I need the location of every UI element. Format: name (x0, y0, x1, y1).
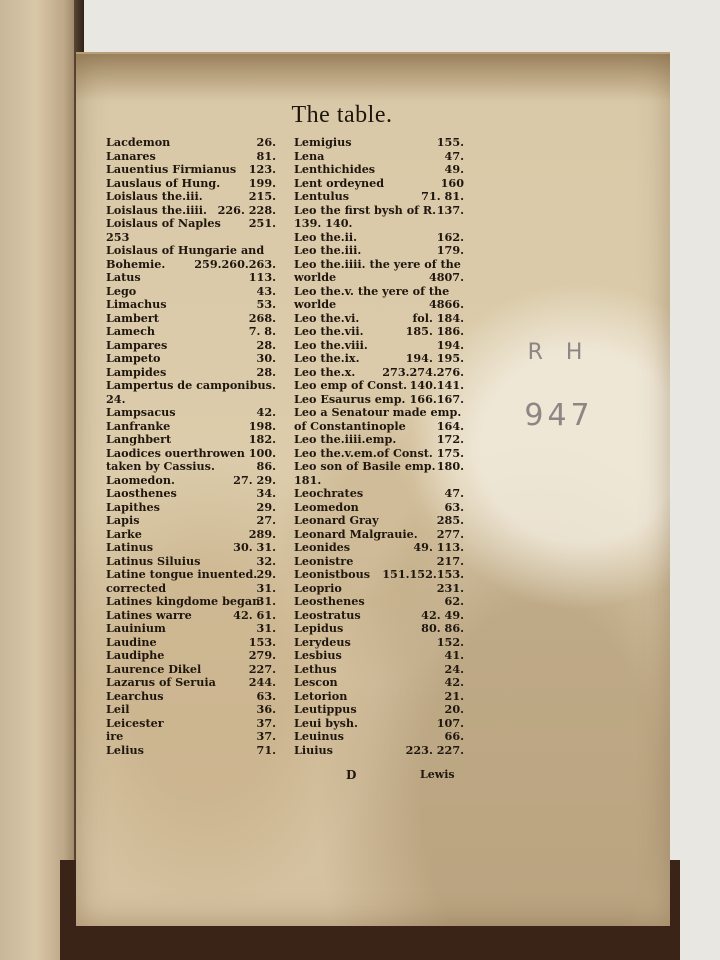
index-pages: 217. (436, 553, 464, 568)
index-pages: 4807. (428, 270, 464, 284)
index-pages: 49. (444, 162, 464, 176)
index-entry (106, 663, 276, 677)
index-entry (106, 541, 276, 555)
index-pages: 43. (256, 283, 276, 298)
index-term: Leonides (294, 540, 351, 554)
index-pages: 182. (248, 432, 276, 446)
index-pages: 31. (256, 621, 276, 635)
index-term: Lerydeus (294, 634, 351, 649)
index-pages: 28. (256, 364, 276, 379)
index-term: Langhbert (106, 432, 172, 446)
index-pages: 268. (248, 310, 276, 325)
index-entry (294, 406, 464, 420)
index-pages: 41. (444, 648, 464, 662)
index-term: taken by Cassius. (106, 459, 215, 473)
index-term: 139. 140. (294, 216, 353, 230)
index-term: Liuius (294, 742, 333, 757)
index-term: Leonistre (294, 553, 354, 568)
index-entry (294, 717, 464, 731)
index-pages: 63. (444, 499, 464, 514)
index-entry (294, 136, 464, 150)
index-term: Loislaus the.iiii. (106, 202, 207, 217)
index-entry (106, 406, 276, 420)
index-entry (294, 649, 464, 663)
index-pages: 53. (256, 297, 276, 311)
index-pages: 37. (256, 715, 276, 730)
index-term: Lelius (106, 742, 144, 757)
index-entry (294, 177, 464, 191)
index-entry (106, 271, 276, 285)
index-entry (106, 150, 276, 164)
index-pages: 86. (256, 459, 276, 473)
index-entry (106, 352, 276, 366)
index-pages: 137. (436, 202, 464, 217)
index-entry (106, 528, 276, 542)
index-term: Leo the.iiii.emp. (294, 432, 397, 446)
index-term: Lego (106, 283, 137, 298)
index-term: Lambert (106, 310, 159, 325)
index-term: Lauslaus of Hung. (106, 175, 221, 190)
index-pages: 63. (256, 688, 276, 703)
index-term: Laudine (106, 634, 157, 649)
index-term: Lampsacus (106, 405, 176, 419)
index-pages: 31. (256, 594, 276, 608)
index-term: Leo the.iii. (294, 243, 362, 257)
index-entry (294, 690, 464, 704)
index-pages: 162. (436, 229, 464, 244)
index-term: Lampares (106, 337, 168, 352)
index-term: Latinus (106, 540, 154, 554)
index-entry (294, 150, 464, 164)
index-pages: 20. (444, 702, 464, 716)
index-term: Larke (106, 526, 142, 541)
index-term: Leo the.vii. (294, 324, 364, 338)
index-pages: 42. 61. (233, 607, 276, 622)
index-pages: 198. (248, 418, 276, 433)
index-term: Leuinus (294, 729, 344, 743)
index-pages: 66. (444, 729, 464, 743)
index-term: Lampeto (106, 351, 161, 365)
left-page-edge (0, 0, 82, 960)
index-term: 24. (106, 391, 126, 406)
index-entry (106, 325, 276, 339)
index-entry (106, 433, 276, 447)
index-entry (106, 298, 276, 312)
book-page (76, 52, 670, 926)
index-term: Loislaus of Hungarie and (106, 243, 265, 257)
index-pages: 160 (440, 175, 464, 190)
index-pages: 223. 227. (405, 742, 464, 757)
index-entry (106, 420, 276, 434)
index-entry (106, 204, 276, 218)
index-pages: 289. (248, 526, 276, 541)
index-term: Leo the.ii. (294, 229, 358, 244)
index-pages: 49. 113. (413, 540, 464, 554)
index-entry (106, 568, 276, 582)
index-term: Leutippus (294, 702, 357, 716)
index-pages: 28. (256, 337, 276, 352)
index-term: Lazarus of Seruia (106, 675, 216, 689)
index-term: 181. (294, 472, 322, 487)
index-entry (106, 393, 276, 407)
index-entry (294, 703, 464, 717)
index-term: Leo the.v.em.of Const. (294, 445, 433, 460)
index-term: Lauinium (106, 621, 166, 635)
index-pages: 7. 8. (248, 324, 276, 338)
index-pages: 175. (436, 445, 464, 460)
index-entry (294, 582, 464, 596)
index-entry (294, 298, 464, 312)
index-entry (294, 285, 464, 299)
index-term: Laosthenes (106, 486, 177, 500)
index-entry (294, 487, 464, 501)
index-term: Loislaus of Naples (106, 216, 221, 230)
index-pages: 123. (248, 162, 276, 176)
index-term: Lescon (294, 675, 338, 689)
index-entry (106, 676, 276, 690)
index-pages: 199. (248, 175, 276, 190)
index-pages: 80. 86. (421, 621, 464, 635)
index-entry (294, 204, 464, 218)
index-pages: 21. (444, 688, 464, 703)
index-pages: 244. (248, 675, 276, 689)
index-pages: 179. (436, 243, 464, 257)
index-column-left (106, 136, 276, 757)
index-pages: 32. (256, 553, 276, 568)
index-pages: 37. (256, 729, 276, 743)
index-entry (106, 555, 276, 569)
pencil-number: 947 (524, 398, 594, 433)
index-entry (294, 339, 464, 353)
index-pages: 231. (436, 580, 464, 595)
index-entry (106, 730, 276, 744)
index-term: Leostratus (294, 607, 361, 622)
index-entry (106, 514, 276, 528)
index-pages: 27. 29. (233, 472, 276, 487)
index-pages: 180. (436, 459, 464, 473)
index-column-right (294, 136, 464, 757)
index-entry (106, 217, 276, 231)
index-term: Lampides (106, 364, 167, 379)
index-term: Lamech (106, 324, 156, 338)
index-term: Leo the first bysh of R. (294, 202, 437, 217)
index-term: Laomedon. (106, 472, 175, 487)
index-pages: 42. 49. (421, 607, 464, 622)
index-term: worlde (294, 297, 337, 311)
index-term: Bohemie. (106, 256, 166, 271)
index-term: Leonistbous (294, 567, 371, 581)
index-entry (106, 744, 276, 758)
index-entry (106, 136, 276, 150)
index-entry (294, 163, 464, 177)
index-term: Lepidus (294, 621, 344, 635)
index-pages: 71. (256, 742, 276, 757)
index-pages: 164. (436, 418, 464, 433)
index-pages: 27. (256, 513, 276, 527)
index-entry (294, 744, 464, 758)
index-term: Leo the.iiii. the yere of the (294, 256, 461, 271)
index-term: Latinus Siluius (106, 553, 201, 568)
index-entry (294, 568, 464, 582)
index-pages: 71. 81. (421, 189, 464, 203)
index-entry (294, 541, 464, 555)
index-entry (294, 622, 464, 636)
index-entry (294, 730, 464, 744)
index-term: Laudiphe (106, 648, 165, 662)
index-entry (106, 177, 276, 191)
pencil-initials: R H (527, 340, 591, 365)
index-term: Lena (294, 148, 325, 163)
index-pages: 277. (436, 526, 464, 541)
index-term: Latine tongue inuented. (106, 567, 258, 581)
index-pages: 47. (444, 486, 464, 500)
index-term: Learchus (106, 688, 164, 703)
index-entry (294, 190, 464, 204)
index-term: Leo emp of Const. (294, 378, 408, 392)
index-term: Latines kingdome began (106, 594, 261, 608)
index-entry (106, 460, 276, 474)
index-term: Leo the.ix. (294, 351, 360, 365)
index-term: Leo son of Basile emp. (294, 459, 436, 473)
index-entry (106, 595, 276, 609)
index-entry (106, 339, 276, 353)
index-entry (294, 501, 464, 515)
index-entry (106, 447, 276, 461)
index-entry (294, 663, 464, 677)
index-term: Leo a Senatour made emp. (294, 405, 462, 419)
index-entry (294, 595, 464, 609)
index-pages: 30. (256, 351, 276, 365)
index-entry (106, 379, 276, 393)
index-pages: 259.260.263. (194, 256, 276, 271)
index-term: Leoprio (294, 580, 342, 595)
index-term: Leicester (106, 715, 164, 730)
index-pages: 29. (256, 567, 276, 581)
index-entry (106, 717, 276, 731)
index-term: Leil (106, 702, 130, 716)
index-entry (294, 433, 464, 447)
index-term: Leo the.x. (294, 364, 356, 379)
index-term: of Constantinople (294, 418, 406, 433)
index-pages: 29. (256, 499, 276, 514)
index-pages: 152. (436, 634, 464, 649)
index-term: Lent ordeyned (294, 175, 385, 190)
index-term: Leonard Malgrauie. (294, 526, 418, 541)
index-term: Leo the.v. the yere of the (294, 283, 450, 298)
index-entry (106, 582, 276, 596)
index-term: Lampertus de camponibus. (106, 378, 276, 392)
index-entry (294, 325, 464, 339)
index-term: Leonard Gray (294, 513, 379, 527)
index-pages: fol. 184. (412, 310, 464, 325)
index-term: Lanfranke (106, 418, 171, 433)
page-top-stain (76, 54, 670, 100)
index-entry (106, 366, 276, 380)
index-entry (106, 622, 276, 636)
index-term: Laodices ouerthrowen (106, 445, 245, 460)
index-pages: 151.152.153. (382, 567, 464, 581)
index-entry (106, 190, 276, 204)
index-pages: 36. (256, 702, 276, 716)
index-term: Limachus (106, 297, 167, 311)
index-pages: 153. (248, 634, 276, 649)
index-pages: 4866. (428, 297, 464, 311)
index-entry (106, 609, 276, 623)
index-pages: 166.167. (409, 391, 464, 406)
index-entry (294, 474, 464, 488)
index-term: worlde (294, 270, 337, 284)
index-pages: 185. 186. (405, 324, 464, 338)
index-term: Laurence Dikel (106, 661, 202, 676)
index-pages: 62. (444, 594, 464, 608)
index-entry (106, 501, 276, 515)
index-pages: 279. (248, 648, 276, 662)
index-entry (106, 285, 276, 299)
index-term: Lenthichides (294, 162, 376, 176)
index-pages: 172. (436, 432, 464, 446)
index-entry (294, 447, 464, 461)
index-pages: 113. (248, 270, 276, 284)
index-term: Lesbius (294, 648, 342, 662)
index-entry (294, 676, 464, 690)
index-entry (294, 379, 464, 393)
index-entry (106, 312, 276, 326)
index-term: Latines warre (106, 607, 192, 622)
index-term: corrected (106, 580, 167, 595)
pencil-annotation (484, 340, 634, 460)
index-term: 253 (106, 229, 130, 244)
index-pages: 215. (248, 189, 276, 203)
index-term: Lacdemon (106, 135, 171, 149)
index-entry (106, 636, 276, 650)
index-term: Lethus (294, 661, 337, 676)
index-entry (106, 258, 276, 272)
index-entry (294, 352, 464, 366)
index-entry (294, 217, 464, 231)
index-term: Lapis (106, 513, 140, 527)
index-pages: 227. (248, 661, 276, 676)
index-pages: 47. (444, 148, 464, 163)
index-entry (106, 163, 276, 177)
catchword: Lewis (420, 768, 455, 781)
index-entry (294, 636, 464, 650)
index-entry (106, 244, 276, 258)
index-entry (294, 393, 464, 407)
index-entry (106, 474, 276, 488)
index-entry (294, 312, 464, 326)
index-pages: 273.274.276. (382, 364, 464, 379)
index-pages: 107. (436, 715, 464, 730)
index-term: Latus (106, 270, 141, 284)
index-term: Leosthenes (294, 594, 365, 608)
signature-mark: D (346, 768, 357, 782)
index-term: Lauentius Firmianus (106, 162, 237, 176)
index-entry (294, 460, 464, 474)
index-pages: 30. 31. (233, 540, 276, 554)
index-entry (294, 231, 464, 245)
index-entry (294, 258, 464, 272)
index-entry (294, 420, 464, 434)
index-term: Lentulus (294, 189, 350, 203)
index-term: Loislaus the.iii. (106, 189, 203, 203)
index-pages: 81. (256, 148, 276, 163)
index-pages: 26. (256, 135, 276, 149)
index-entry (106, 690, 276, 704)
index-entry (294, 528, 464, 542)
index-pages: 285. (436, 513, 464, 527)
index-entry (106, 649, 276, 663)
index-pages: 100. (248, 445, 276, 460)
index-entry (294, 609, 464, 623)
index-term: Lapithes (106, 499, 160, 514)
index-pages: 42. (256, 405, 276, 419)
index-pages: 34. (256, 486, 276, 500)
index-term: Lanares (106, 148, 156, 163)
index-entry (294, 271, 464, 285)
index-term: Leomedon (294, 499, 359, 514)
index-entry (294, 366, 464, 380)
index-pages: 24. (444, 661, 464, 676)
index-term: Leo the.viii. (294, 337, 368, 352)
index-term: ire (106, 729, 124, 743)
index-term: Letorion (294, 688, 348, 703)
page-title: The table. (291, 102, 393, 128)
index-pages: 194. 195. (405, 351, 464, 365)
index-entry (294, 244, 464, 258)
index-term: Leochrates (294, 486, 364, 500)
index-entry (294, 555, 464, 569)
index-pages: 251. (248, 216, 276, 230)
index-entry (106, 703, 276, 717)
index-pages: 226. 228. (217, 202, 276, 217)
index-term: Leo the.vi. (294, 310, 360, 325)
index-term: Leo Esaurus emp. (294, 391, 406, 406)
index-term: Lemigius (294, 135, 352, 149)
index-pages: 155. (436, 135, 464, 149)
index-entry (106, 487, 276, 501)
index-pages: 31. (256, 580, 276, 595)
index-pages: 140.141. (409, 378, 464, 392)
index-term: Leui bysh. (294, 715, 358, 730)
index-entry (294, 514, 464, 528)
index-entry (106, 231, 276, 245)
index-pages: 42. (444, 675, 464, 689)
index-pages: 194. (436, 337, 464, 352)
